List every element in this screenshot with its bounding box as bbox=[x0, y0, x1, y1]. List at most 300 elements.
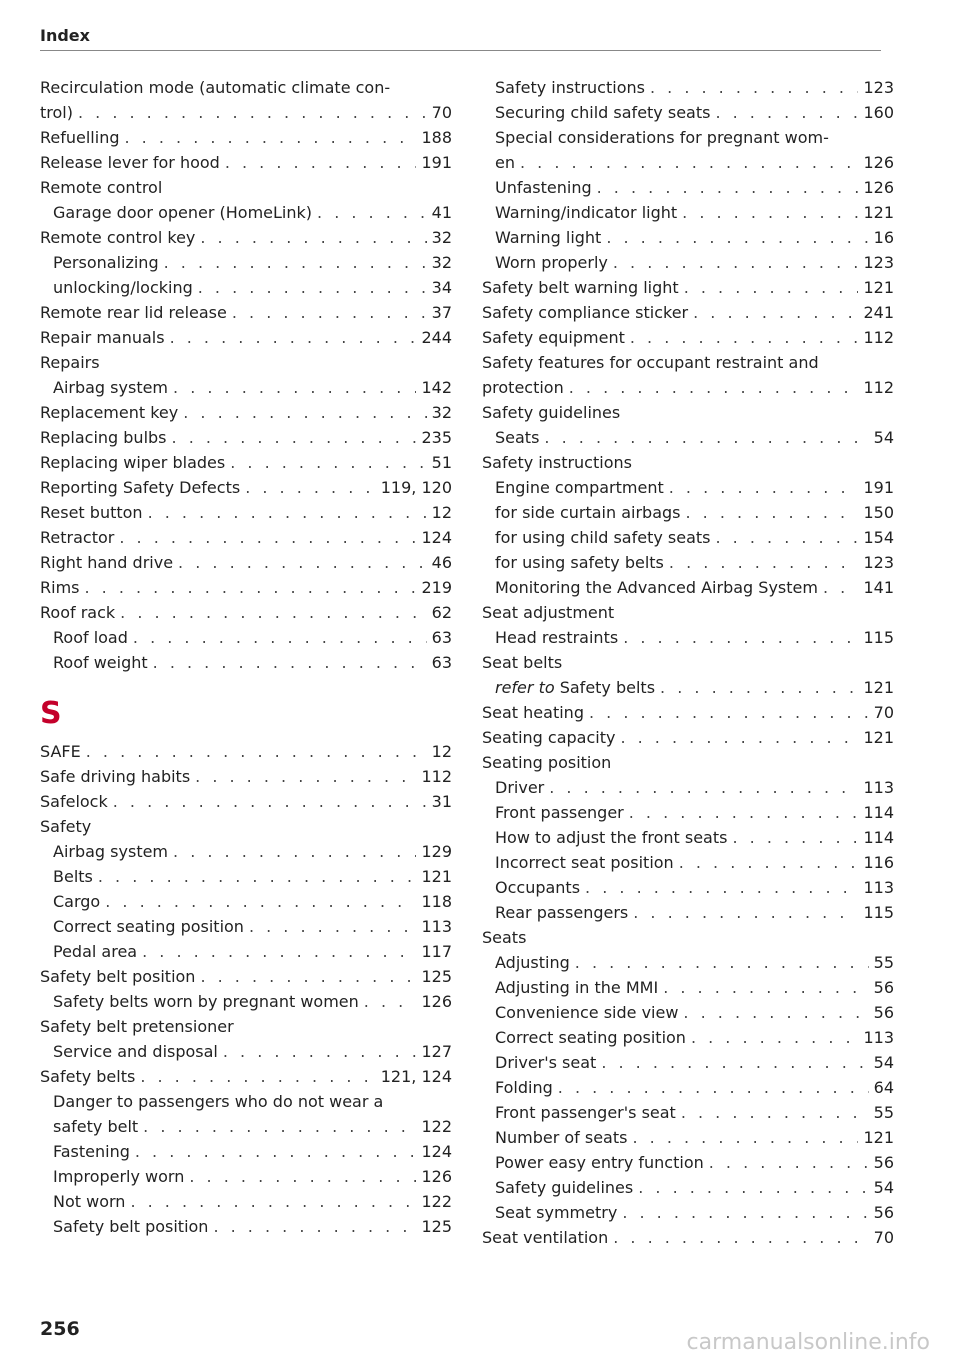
entry-label: Fastening bbox=[53, 1142, 130, 1161]
index-entry[interactable] bbox=[40, 625, 452, 650]
index-entry[interactable] bbox=[482, 1025, 894, 1050]
page-reference[interactable]: 121 bbox=[863, 678, 894, 697]
index-entry[interactable] bbox=[40, 889, 452, 914]
dot-leader bbox=[597, 175, 859, 200]
index-entry[interactable] bbox=[482, 825, 894, 850]
dot-leader bbox=[686, 500, 859, 525]
index-heading: Safety features for occupant restraint and bbox=[482, 353, 819, 372]
entry-label: Safety equipment bbox=[482, 328, 625, 347]
page-reference[interactable]: 118 bbox=[421, 892, 452, 911]
dot-leader bbox=[170, 325, 417, 350]
dot-leader bbox=[630, 325, 859, 350]
index-entry[interactable] bbox=[40, 100, 452, 125]
index-entry[interactable] bbox=[40, 1114, 452, 1139]
entry-label: Reset button bbox=[40, 503, 143, 522]
page-reference[interactable]: 126 bbox=[421, 992, 452, 1011]
entry-label: Safety belts worn by pregnant women bbox=[53, 992, 359, 1011]
dot-leader bbox=[119, 525, 416, 550]
index-heading: Safety bbox=[40, 817, 92, 836]
index-entry[interactable] bbox=[482, 1125, 894, 1150]
page-reference[interactable]: 32 bbox=[431, 253, 452, 272]
page-reference[interactable]: 124 bbox=[421, 1142, 452, 1161]
page-reference[interactable]: 54 bbox=[873, 1178, 894, 1197]
entry-label: Safelock bbox=[40, 792, 108, 811]
entry-label: Warning light bbox=[495, 228, 602, 247]
entry-prefix: refer to bbox=[495, 678, 555, 697]
dot-leader bbox=[684, 275, 859, 300]
index-entry[interactable] bbox=[482, 225, 894, 250]
page-reference[interactable]: 244 bbox=[421, 328, 452, 347]
index-entry[interactable] bbox=[40, 200, 452, 225]
dot-leader bbox=[120, 600, 427, 625]
entry-label: Personalizing bbox=[53, 253, 159, 272]
index-entry[interactable] bbox=[482, 1000, 894, 1025]
index-entry[interactable] bbox=[482, 775, 894, 800]
page-reference[interactable]: 46 bbox=[431, 553, 452, 572]
index-column-left bbox=[40, 75, 452, 1239]
index-entry[interactable] bbox=[40, 739, 452, 764]
page-reference[interactable]: 121 bbox=[863, 728, 894, 747]
page-reference[interactable]: 37 bbox=[431, 303, 452, 322]
index-entry[interactable] bbox=[482, 725, 894, 750]
entry-label: Airbag system bbox=[53, 378, 169, 397]
dot-leader bbox=[172, 425, 417, 450]
dot-leader bbox=[173, 839, 416, 864]
dot-leader bbox=[135, 1139, 417, 1164]
entry-label: Head restraints bbox=[495, 628, 619, 647]
entry-label: Replacement key bbox=[40, 403, 179, 422]
index-entry[interactable] bbox=[482, 1075, 894, 1100]
dot-leader bbox=[153, 650, 427, 675]
entry-label: Roof rack bbox=[40, 603, 116, 622]
page-reference[interactable]: 115 bbox=[863, 903, 894, 922]
page-reference[interactable]: 235 bbox=[421, 428, 452, 447]
entry-label: Front passenger's seat bbox=[495, 1103, 676, 1122]
index-heading: Recirculation mode (automatic climate con- bbox=[40, 78, 391, 97]
index-entry[interactable] bbox=[482, 1225, 894, 1250]
page-reference[interactable]: 121 bbox=[421, 867, 452, 886]
entry-label: for using child safety seats bbox=[495, 528, 711, 547]
page-reference[interactable]: 64 bbox=[873, 1078, 894, 1097]
index-heading: Seating position bbox=[482, 753, 612, 772]
page-reference[interactable]: 63 bbox=[431, 628, 452, 647]
index-entry[interactable] bbox=[482, 900, 894, 925]
index-entry[interactable] bbox=[482, 250, 894, 275]
index-entry[interactable] bbox=[482, 525, 894, 550]
index-entry[interactable] bbox=[482, 625, 894, 650]
page-reference[interactable]: 126 bbox=[863, 153, 894, 172]
index-entry[interactable] bbox=[482, 550, 894, 575]
dot-leader bbox=[230, 450, 426, 475]
page-reference[interactable]: 241 bbox=[863, 303, 894, 322]
dot-leader bbox=[601, 1050, 868, 1075]
index-entry[interactable] bbox=[40, 375, 452, 400]
index-entry[interactable] bbox=[482, 475, 894, 500]
entry-label: Front passenger bbox=[495, 803, 624, 822]
dot-leader bbox=[364, 989, 417, 1014]
dot-leader bbox=[317, 200, 427, 225]
index-entry[interactable] bbox=[40, 250, 452, 275]
entry-label: Incorrect seat position bbox=[495, 853, 674, 872]
page-reference[interactable]: 41 bbox=[431, 203, 452, 222]
page-reference[interactable]: 129 bbox=[421, 842, 452, 861]
index-heading: Safety belt pretensioner bbox=[40, 1017, 234, 1036]
page-reference[interactable]: 55 bbox=[873, 953, 894, 972]
entry-label: Garage door opener (HomeLink) bbox=[53, 203, 313, 222]
index-entry[interactable] bbox=[482, 100, 894, 125]
dot-leader bbox=[178, 550, 427, 575]
page-reference[interactable]: 113 bbox=[421, 917, 452, 936]
index-entry[interactable] bbox=[482, 850, 894, 875]
index-entry[interactable] bbox=[40, 864, 452, 889]
watermark: carmanualsonline.info bbox=[686, 1330, 930, 1355]
entry-label: Power easy entry function bbox=[495, 1153, 704, 1172]
page-reference[interactable]: 124 bbox=[421, 528, 452, 547]
dot-leader bbox=[249, 914, 417, 939]
index-entry[interactable] bbox=[40, 989, 452, 1014]
dot-leader bbox=[549, 775, 858, 800]
entry-label: Pedal area bbox=[53, 942, 138, 961]
dot-leader bbox=[98, 864, 417, 889]
page-reference[interactable]: 54 bbox=[873, 1053, 894, 1072]
entry-label: Release lever for hood bbox=[40, 153, 220, 172]
index-entry[interactable] bbox=[40, 1214, 452, 1239]
page-reference[interactable]: 112 bbox=[863, 328, 894, 347]
entry-label: Unfastening bbox=[495, 178, 592, 197]
entry-label: Roof weight bbox=[53, 653, 148, 672]
page-reference[interactable]: 121, 124 bbox=[380, 1067, 452, 1086]
dot-leader bbox=[198, 275, 427, 300]
page-reference[interactable]: 123 bbox=[863, 78, 894, 97]
dot-leader bbox=[715, 100, 858, 125]
dot-leader bbox=[223, 1039, 417, 1064]
entry-label: Refuelling bbox=[40, 128, 120, 147]
dot-leader bbox=[823, 575, 859, 600]
dot-leader bbox=[133, 625, 427, 650]
entry-label: unlocking/locking bbox=[53, 278, 193, 297]
dot-leader bbox=[663, 975, 868, 1000]
page-reference[interactable]: 219 bbox=[421, 578, 452, 597]
entry-label: protection bbox=[482, 378, 564, 397]
entry-label: Folding bbox=[495, 1078, 553, 1097]
entry-label: Safe driving habits bbox=[40, 767, 191, 786]
page-reference[interactable]: 113 bbox=[863, 1028, 894, 1047]
entry-label: Correct seating position bbox=[53, 917, 244, 936]
entry-label: Driver bbox=[495, 778, 545, 797]
index-column-right bbox=[482, 75, 894, 1250]
entry-label: Service and disposal bbox=[53, 1042, 218, 1061]
page-reference[interactable]: 142 bbox=[421, 378, 452, 397]
page-reference[interactable]: 70 bbox=[431, 103, 452, 122]
page-reference[interactable]: 188 bbox=[421, 128, 452, 147]
page-reference[interactable]: 112 bbox=[863, 378, 894, 397]
page-reference[interactable]: 31 bbox=[431, 792, 452, 811]
index-entry[interactable] bbox=[482, 700, 894, 725]
entry-label: Remote rear lid release bbox=[40, 303, 227, 322]
entry-label: SAFE bbox=[40, 742, 81, 761]
index-entry[interactable] bbox=[40, 789, 452, 814]
index-entry[interactable] bbox=[40, 550, 452, 575]
dot-leader bbox=[620, 725, 858, 750]
page-reference[interactable]: 150 bbox=[863, 503, 894, 522]
page-reference[interactable]: 119, 120 bbox=[380, 478, 452, 497]
index-entry[interactable] bbox=[482, 1200, 894, 1225]
page-reference[interactable]: 121 bbox=[863, 278, 894, 297]
entry-label: for side curtain airbags bbox=[495, 503, 681, 522]
index-entry[interactable] bbox=[40, 939, 452, 964]
index-entry[interactable] bbox=[482, 1150, 894, 1175]
index-entry[interactable] bbox=[40, 425, 452, 450]
index-entry[interactable] bbox=[40, 650, 452, 675]
index-entry[interactable] bbox=[482, 1175, 894, 1200]
dot-leader bbox=[173, 375, 416, 400]
dot-leader bbox=[589, 700, 869, 725]
dot-leader bbox=[520, 150, 858, 175]
index-entry[interactable] bbox=[40, 300, 452, 325]
page-reference[interactable]: 160 bbox=[863, 103, 894, 122]
index-entry[interactable] bbox=[40, 225, 452, 250]
index-entry[interactable] bbox=[482, 800, 894, 825]
entry-label: Safety compliance sticker bbox=[482, 303, 689, 322]
page-reference[interactable]: 126 bbox=[421, 1167, 452, 1186]
dot-leader bbox=[681, 1100, 869, 1125]
page-reference[interactable]: 112 bbox=[421, 767, 452, 786]
entry-label: Engine compartment bbox=[495, 478, 664, 497]
dot-leader bbox=[623, 625, 858, 650]
index-entry[interactable] bbox=[482, 300, 894, 325]
page-reference[interactable]: 116 bbox=[863, 853, 894, 872]
dot-leader bbox=[200, 225, 426, 250]
index-entry[interactable] bbox=[482, 575, 894, 600]
index-entry[interactable] bbox=[40, 1164, 452, 1189]
dot-leader bbox=[544, 425, 868, 450]
page-reference[interactable]: 55 bbox=[873, 1103, 894, 1122]
index-heading: Danger to passengers who do not wear a bbox=[53, 1092, 384, 1111]
dot-leader bbox=[585, 875, 858, 900]
entry-label: Cargo bbox=[53, 892, 101, 911]
index-entry[interactable] bbox=[482, 1100, 894, 1125]
page-reference[interactable]: 191 bbox=[421, 153, 452, 172]
dot-leader bbox=[683, 1000, 868, 1025]
page-reference[interactable]: 51 bbox=[431, 453, 452, 472]
entry-label: Safety instructions bbox=[495, 78, 645, 97]
page-reference[interactable]: 56 bbox=[873, 1153, 894, 1172]
page-reference[interactable]: 114 bbox=[863, 803, 894, 822]
index-entry[interactable] bbox=[482, 975, 894, 1000]
index-heading: Remote control bbox=[40, 178, 163, 197]
dot-leader bbox=[245, 475, 376, 500]
entry-label: Safety belt warning light bbox=[482, 278, 679, 297]
page-reference[interactable]: 54 bbox=[873, 428, 894, 447]
page-reference[interactable]: 56 bbox=[873, 978, 894, 997]
page-reference[interactable]: 121 bbox=[863, 1128, 894, 1147]
index-entry[interactable] bbox=[40, 400, 452, 425]
page-reference[interactable]: 32 bbox=[431, 228, 452, 247]
page-reference[interactable]: 125 bbox=[421, 967, 452, 986]
dot-leader bbox=[575, 950, 869, 975]
entry-label: for using safety belts bbox=[495, 553, 664, 572]
entry-label: Remote control key bbox=[40, 228, 196, 247]
index-entry[interactable] bbox=[482, 325, 894, 350]
page-reference[interactable]: 191 bbox=[863, 478, 894, 497]
page-reference[interactable]: 117 bbox=[421, 942, 452, 961]
index-entry[interactable] bbox=[40, 1064, 452, 1089]
header-divider bbox=[40, 50, 881, 51]
page-reference[interactable]: 70 bbox=[873, 703, 894, 722]
entry-label: Number of seats bbox=[495, 1128, 628, 1147]
entry-label: Driver's seat bbox=[495, 1053, 597, 1072]
dot-leader bbox=[660, 675, 858, 700]
dot-leader bbox=[142, 939, 416, 964]
page-reference[interactable]: 34 bbox=[431, 278, 452, 297]
page-reference[interactable]: 123 bbox=[863, 553, 894, 572]
index-heading: Seat adjustment bbox=[482, 603, 615, 622]
dot-leader bbox=[732, 825, 858, 850]
index-entry[interactable] bbox=[40, 764, 452, 789]
page-reference[interactable]: 121 bbox=[863, 203, 894, 222]
entry-label: Rims bbox=[40, 578, 80, 597]
entry-label-text: Safety belts bbox=[559, 678, 656, 697]
dot-leader bbox=[148, 500, 427, 525]
entry-label: Belts bbox=[53, 867, 93, 886]
index-entry[interactable] bbox=[40, 914, 452, 939]
page-reference[interactable]: 63 bbox=[431, 653, 452, 672]
index-entry[interactable] bbox=[40, 575, 452, 600]
index-entry[interactable] bbox=[40, 839, 452, 864]
page-reference[interactable]: 62 bbox=[431, 603, 452, 622]
entry-label: Correct seating position bbox=[495, 1028, 686, 1047]
dot-leader bbox=[669, 550, 859, 575]
page-reference[interactable]: 70 bbox=[873, 1228, 894, 1247]
dot-leader bbox=[693, 300, 858, 325]
dot-leader bbox=[213, 1214, 416, 1239]
index-entry[interactable] bbox=[482, 875, 894, 900]
page-reference[interactable]: 114 bbox=[863, 828, 894, 847]
dot-leader bbox=[669, 475, 859, 500]
index-entry[interactable] bbox=[40, 450, 452, 475]
index-entry[interactable] bbox=[40, 500, 452, 525]
index-entry[interactable] bbox=[40, 275, 452, 300]
entry-label: Convenience side view bbox=[495, 1003, 679, 1022]
entry-label: Monitoring the Advanced Airbag System bbox=[495, 578, 818, 597]
entry-label bbox=[495, 675, 655, 700]
dot-leader bbox=[613, 250, 859, 275]
entry-label: Safety belt position bbox=[53, 1217, 209, 1236]
index-entry[interactable] bbox=[482, 500, 894, 525]
index-entry[interactable] bbox=[40, 525, 452, 550]
index-entry[interactable] bbox=[40, 475, 452, 500]
index-heading: Safety instructions bbox=[482, 453, 632, 472]
page-reference[interactable]: 56 bbox=[873, 1203, 894, 1222]
dot-leader bbox=[632, 1125, 858, 1150]
index-entry[interactable] bbox=[482, 375, 894, 400]
index-entry[interactable] bbox=[482, 675, 894, 700]
dot-leader bbox=[682, 200, 858, 225]
index-entry[interactable] bbox=[482, 175, 894, 200]
entry-label: Safety belt position bbox=[40, 967, 196, 986]
entry-label: Reporting Safety Defects bbox=[40, 478, 241, 497]
dot-leader bbox=[716, 525, 859, 550]
index-heading: Safety guidelines bbox=[482, 403, 621, 422]
entry-label: Seat ventilation bbox=[482, 1228, 609, 1247]
index-entry[interactable] bbox=[40, 1139, 452, 1164]
entry-label: Safety belts bbox=[40, 1067, 136, 1086]
index-entry[interactable] bbox=[482, 425, 894, 450]
index-entry[interactable] bbox=[40, 325, 452, 350]
index-entry[interactable] bbox=[482, 275, 894, 300]
page-reference[interactable]: 12 bbox=[431, 742, 452, 761]
entry-label: Retractor bbox=[40, 528, 115, 547]
page-header-title: Index bbox=[40, 26, 90, 45]
dot-leader bbox=[130, 1189, 416, 1214]
index-entry[interactable] bbox=[482, 150, 894, 175]
dot-leader bbox=[140, 1064, 375, 1089]
entry-label: How to adjust the front seats bbox=[495, 828, 728, 847]
page-reference[interactable]: 127 bbox=[421, 1042, 452, 1061]
index-entry[interactable] bbox=[40, 964, 452, 989]
page-reference[interactable]: 12 bbox=[431, 503, 452, 522]
index-entry[interactable] bbox=[40, 1039, 452, 1064]
dot-leader bbox=[84, 575, 416, 600]
page-reference[interactable]: 113 bbox=[863, 778, 894, 797]
page-reference[interactable]: 122 bbox=[421, 1117, 452, 1136]
dot-leader bbox=[189, 1164, 416, 1189]
dot-leader bbox=[143, 1114, 416, 1139]
entry-label: Occupants bbox=[495, 878, 581, 897]
index-heading: Seat belts bbox=[482, 653, 563, 672]
entry-label: safety belt bbox=[53, 1117, 139, 1136]
index-entry[interactable] bbox=[482, 75, 894, 100]
index-entry[interactable] bbox=[40, 1189, 452, 1214]
dot-leader bbox=[113, 789, 427, 814]
page-reference[interactable]: 125 bbox=[421, 1217, 452, 1236]
entry-label: Worn properly bbox=[495, 253, 608, 272]
dot-leader bbox=[679, 850, 859, 875]
page-reference[interactable]: 113 bbox=[863, 878, 894, 897]
page-reference[interactable]: 56 bbox=[873, 1003, 894, 1022]
index-heading: Special considerations for pregnant wom- bbox=[495, 128, 829, 147]
dot-leader bbox=[195, 764, 416, 789]
dot-leader bbox=[232, 300, 427, 325]
entry-label: Roof load bbox=[53, 628, 128, 647]
page-number: 256 bbox=[40, 1318, 80, 1340]
page-reference[interactable]: 16 bbox=[873, 228, 894, 247]
page-reference[interactable]: 115 bbox=[863, 628, 894, 647]
index-entry[interactable] bbox=[40, 600, 452, 625]
dot-leader bbox=[78, 100, 427, 125]
page-reference[interactable]: 141 bbox=[863, 578, 894, 597]
section-letter: S bbox=[40, 696, 62, 731]
page-reference[interactable]: 32 bbox=[431, 403, 452, 422]
entry-label: Rear passengers bbox=[495, 903, 629, 922]
index-entry[interactable] bbox=[482, 200, 894, 225]
index-entry[interactable] bbox=[40, 125, 452, 150]
dot-leader bbox=[105, 889, 416, 914]
dot-leader bbox=[183, 400, 426, 425]
entry-label: trol) bbox=[40, 103, 73, 122]
page-reference[interactable]: 122 bbox=[421, 1192, 452, 1211]
entry-label: Right hand drive bbox=[40, 553, 174, 572]
page-reference[interactable]: 126 bbox=[863, 178, 894, 197]
index-entry[interactable] bbox=[482, 950, 894, 975]
index-entry[interactable] bbox=[40, 150, 452, 175]
entry-label: Warning/indicator light bbox=[495, 203, 678, 222]
page-reference[interactable]: 123 bbox=[863, 253, 894, 272]
entry-label: Safety guidelines bbox=[495, 1178, 634, 1197]
index-entry[interactable] bbox=[482, 1050, 894, 1075]
dot-leader bbox=[613, 1225, 868, 1250]
page-reference[interactable]: 154 bbox=[863, 528, 894, 547]
